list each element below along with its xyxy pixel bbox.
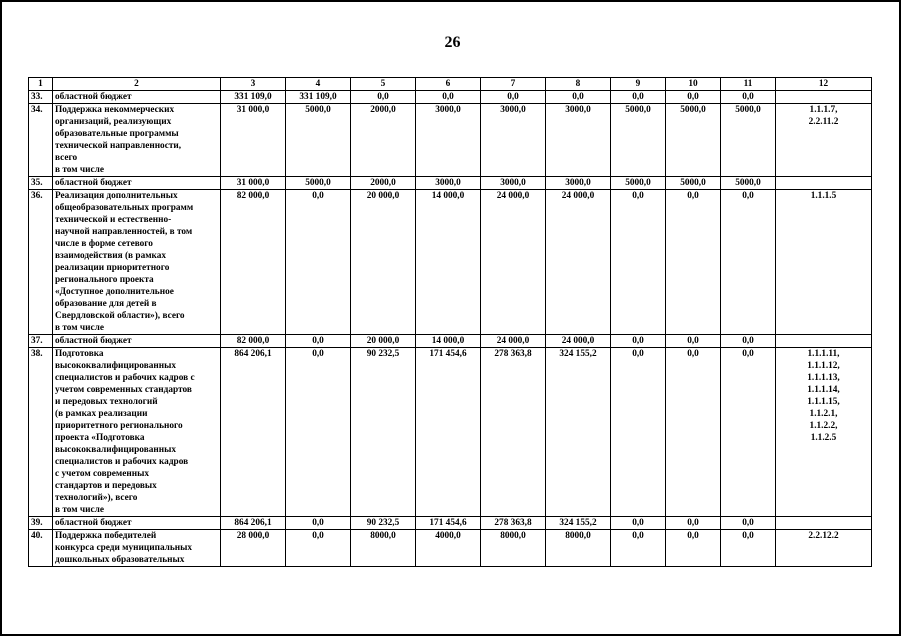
value-cell: 5000,0 <box>611 177 666 190</box>
value-cell: 24 000,0 <box>546 335 611 348</box>
description-cell: областной бюджет <box>53 91 221 104</box>
value-cell: 0,0 <box>611 335 666 348</box>
row-number-cell: 36. <box>29 190 53 335</box>
value-cell: 0,0 <box>666 190 721 335</box>
header-cell: 9 <box>611 78 666 91</box>
row-number-cell: 40. <box>29 530 53 567</box>
description-cell: Реализация дополнительных общеобразовательных программ технической и естественно- научной направленностей, в том числе в форме сетевого взаимодействия (в рамках реализации приоритетного регионального проекта «Доступное дополнительное образование для детей в Свердловской области»), всего в том числе <box>53 190 221 335</box>
value-cell: 5000,0 <box>286 104 351 177</box>
value-cell: 0,0 <box>666 335 721 348</box>
value-cell: 0,0 <box>666 530 721 567</box>
value-cell: 0,0 <box>721 190 776 335</box>
value-cell: 171 454,6 <box>416 348 481 517</box>
value-cell: 31 000,0 <box>221 177 286 190</box>
table-row <box>29 177 872 190</box>
reference-cell <box>776 91 872 104</box>
value-cell: 0,0 <box>286 348 351 517</box>
value-cell: 2000,0 <box>351 104 416 177</box>
reference-cell <box>776 177 872 190</box>
value-cell: 0,0 <box>286 517 351 530</box>
value-cell: 8000,0 <box>546 530 611 567</box>
value-cell: 2000,0 <box>351 177 416 190</box>
value-cell: 14 000,0 <box>416 335 481 348</box>
value-cell: 24 000,0 <box>481 190 546 335</box>
value-cell: 24 000,0 <box>546 190 611 335</box>
header-cell: 3 <box>221 78 286 91</box>
table-row <box>29 517 872 530</box>
value-cell: 90 232,5 <box>351 348 416 517</box>
header-cell: 2 <box>53 78 221 91</box>
table-header-row <box>29 78 872 91</box>
value-cell: 3000,0 <box>546 104 611 177</box>
value-cell: 0,0 <box>721 517 776 530</box>
reference-cell: 1.1.1.5 <box>776 190 872 335</box>
value-cell: 20 000,0 <box>351 190 416 335</box>
table-row <box>29 91 872 104</box>
value-cell: 14 000,0 <box>416 190 481 335</box>
header-cell: 1 <box>29 78 53 91</box>
value-cell: 278 363,8 <box>481 348 546 517</box>
description-cell: Поддержка некоммерческих организаций, реализующих образовательные программы технической направленности, всего в том числе <box>53 104 221 177</box>
value-cell: 5000,0 <box>666 104 721 177</box>
value-cell: 5000,0 <box>611 104 666 177</box>
value-cell: 5000,0 <box>666 177 721 190</box>
value-cell: 3000,0 <box>481 104 546 177</box>
header-cell: 6 <box>416 78 481 91</box>
description-cell: областной бюджет <box>53 517 221 530</box>
value-cell: 171 454,6 <box>416 517 481 530</box>
value-cell: 278 363,8 <box>481 517 546 530</box>
value-cell: 5000,0 <box>286 177 351 190</box>
value-cell: 4000,0 <box>416 530 481 567</box>
row-number-cell: 39. <box>29 517 53 530</box>
value-cell: 3000,0 <box>416 177 481 190</box>
reference-cell <box>776 335 872 348</box>
value-cell: 0,0 <box>611 190 666 335</box>
value-cell: 331 109,0 <box>286 91 351 104</box>
value-cell: 3000,0 <box>546 177 611 190</box>
value-cell: 3000,0 <box>481 177 546 190</box>
row-number-cell: 34. <box>29 104 53 177</box>
value-cell: 0,0 <box>611 530 666 567</box>
row-number-cell: 35. <box>29 177 53 190</box>
header-cell: 12 <box>776 78 872 91</box>
table-row <box>29 190 872 335</box>
value-cell: 0,0 <box>721 91 776 104</box>
value-cell: 82 000,0 <box>221 190 286 335</box>
value-cell: 324 155,2 <box>546 348 611 517</box>
budget-table <box>28 77 872 567</box>
value-cell: 864 206,1 <box>221 517 286 530</box>
value-cell: 0,0 <box>666 348 721 517</box>
value-cell: 20 000,0 <box>351 335 416 348</box>
value-cell: 24 000,0 <box>481 335 546 348</box>
description-cell: областной бюджет <box>53 177 221 190</box>
header-cell: 5 <box>351 78 416 91</box>
value-cell: 0,0 <box>286 190 351 335</box>
value-cell: 31 000,0 <box>221 104 286 177</box>
reference-cell: 1.1.1.11, 1.1.1.12, 1.1.1.13, 1.1.1.14, 1.1.1.15, 1.1.2.1, 1.1.2.2, 1.1.2.5 <box>776 348 872 517</box>
value-cell: 0,0 <box>666 91 721 104</box>
description-cell: Подготовка высококвалифицированных специалистов и рабочих кадров с учетом современных стандартов и передовых технологий (в рамках реализации приоритетного регионального проекта «Подготовка высококвалифицированных специалистов и рабочих кадров с учетом современных стандартов и передовых технологий»), всего в том числе <box>53 348 221 517</box>
table-row <box>29 348 872 517</box>
table-row <box>29 104 872 177</box>
page-number: 26 <box>444 34 461 51</box>
value-cell: 5000,0 <box>721 177 776 190</box>
value-cell: 5000,0 <box>721 104 776 177</box>
value-cell: 0,0 <box>611 91 666 104</box>
value-cell: 0,0 <box>721 530 776 567</box>
row-number-cell: 38. <box>29 348 53 517</box>
value-cell: 331 109,0 <box>221 91 286 104</box>
value-cell: 0,0 <box>721 335 776 348</box>
reference-cell: 2.2.12.2 <box>776 530 872 567</box>
header-cell: 10 <box>666 78 721 91</box>
value-cell: 864 206,1 <box>221 348 286 517</box>
reference-cell <box>776 517 872 530</box>
value-cell: 0,0 <box>611 517 666 530</box>
value-cell: 28 000,0 <box>221 530 286 567</box>
value-cell: 82 000,0 <box>221 335 286 348</box>
value-cell: 90 232,5 <box>351 517 416 530</box>
table-row <box>29 530 872 567</box>
value-cell: 0,0 <box>351 91 416 104</box>
header-cell: 7 <box>481 78 546 91</box>
value-cell: 3000,0 <box>416 104 481 177</box>
value-cell: 0,0 <box>286 335 351 348</box>
description-cell: областной бюджет <box>53 335 221 348</box>
value-cell: 0,0 <box>286 530 351 567</box>
value-cell: 0,0 <box>666 517 721 530</box>
header-cell: 4 <box>286 78 351 91</box>
description-cell: Поддержка победителей конкурса среди муниципальных дошкольных образовательных <box>53 530 221 567</box>
value-cell: 8000,0 <box>351 530 416 567</box>
reference-cell: 1.1.1.7, 2.2.11.2 <box>776 104 872 177</box>
row-number-cell: 37. <box>29 335 53 348</box>
header-cell: 11 <box>721 78 776 91</box>
row-number-cell: 33. <box>29 91 53 104</box>
header-cell: 8 <box>546 78 611 91</box>
value-cell: 0,0 <box>721 348 776 517</box>
value-cell: 0,0 <box>416 91 481 104</box>
value-cell: 0,0 <box>546 91 611 104</box>
value-cell: 324 155,2 <box>546 517 611 530</box>
value-cell: 0,0 <box>481 91 546 104</box>
table-row <box>29 335 872 348</box>
value-cell: 0,0 <box>611 348 666 517</box>
value-cell: 8000,0 <box>481 530 546 567</box>
